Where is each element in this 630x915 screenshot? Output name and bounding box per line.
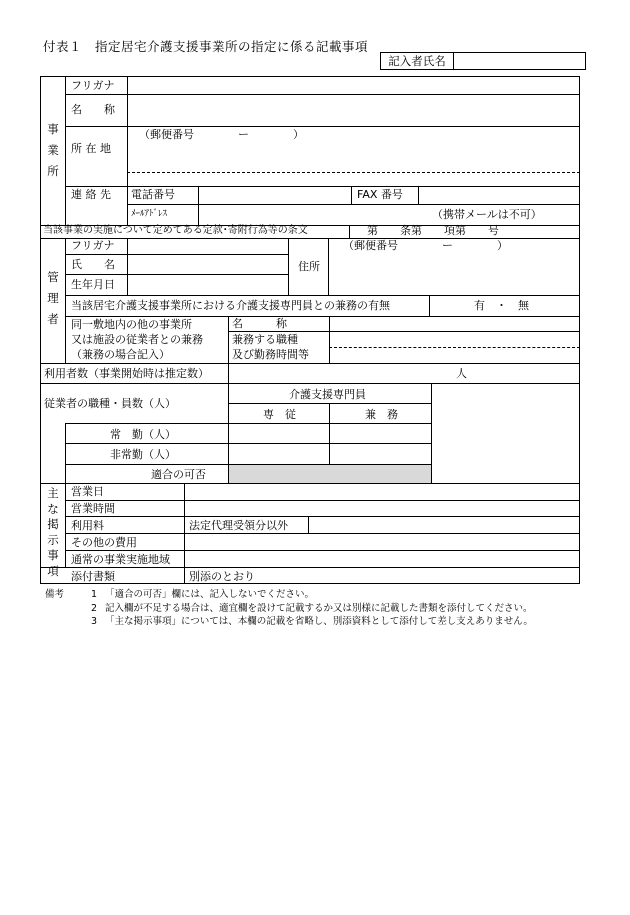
posting-fee-sub-label: 法定代理受領分以外 — [189, 519, 288, 532]
manager-other-job-line1: 兼務する職種 — [232, 333, 298, 346]
office-name-label: 名 称 — [71, 103, 115, 116]
posting-other-cost-label: その他の費用 — [71, 536, 137, 549]
manager-address-label: 住所 — [298, 260, 320, 273]
users-label: 利用者数（事業開始時は推定数） — [44, 367, 209, 380]
manager-other-line2: 又は施設の従業者との兼務 — [71, 333, 203, 346]
staff-regular-label: 常 勤（人） — [110, 428, 176, 441]
users-unit: 人 — [456, 367, 467, 380]
posting-fee-label: 利用料 — [71, 519, 104, 532]
notes-label: 備考 — [45, 589, 65, 600]
manager-furigana-label: フリガナ — [71, 239, 115, 252]
recorder-label: 記入者氏名 — [381, 53, 454, 69]
manager-other-line1: 同一敷地内の他の事業所 — [71, 318, 192, 331]
manager-birth-label: 生年月日 — [71, 278, 115, 291]
manager-name-label: 氏 名 — [71, 258, 115, 271]
document-title: 付表１ 指定居宅介護支援事業所の指定に係る記載事項 — [43, 39, 369, 54]
manager-other-name-field[interactable] — [330, 317, 579, 330]
office-fax-field[interactable] — [419, 187, 579, 203]
office-email-field[interactable] — [199, 205, 419, 224]
office-postal-code[interactable]: （郵便番号 ー ） — [139, 128, 304, 141]
recorder-box — [380, 52, 586, 70]
staff-part-concurrent-field[interactable] — [330, 444, 430, 463]
application-form-table — [40, 76, 580, 584]
suitability-shaded-cell — [229, 465, 431, 483]
staff-regular-fulltime-field[interactable] — [229, 424, 328, 442]
manager-birth-field[interactable] — [128, 275, 287, 294]
note-item: 2 記入欄が不足する場合は、適宜欄を設けて記載するか又は別様に記載した書類を添付してください。 — [91, 602, 533, 614]
office-email-label: ﾒｰﾙｱﾄﾞﾚｽ — [131, 209, 168, 219]
staff-fulltime-header: 専 従 — [263, 408, 296, 421]
staff-part-label: 非常勤（人） — [110, 448, 176, 461]
office-furigana-field[interactable] — [127, 79, 580, 93]
office-section-label: 事業所 — [47, 122, 59, 178]
staff-part-fulltime-field[interactable] — [229, 444, 328, 463]
staff-suitability-label: 適合の可否 — [151, 468, 206, 481]
manager-other-job-line2: 及び勤務時間等 — [232, 348, 309, 361]
office-email-note: （携帯メールは不可） — [432, 208, 542, 221]
attachments-label: 添付書類 — [71, 570, 115, 583]
users-count-field[interactable] — [229, 364, 454, 382]
staff-cm-header: 介護支援専門員 — [289, 388, 366, 401]
office-fax-label: FAX 番号 — [357, 188, 403, 201]
office-contact-label: 連 絡 先 — [71, 188, 111, 201]
posting-business-hours-field[interactable] — [185, 501, 579, 515]
staff-label: 従業者の職種・員数（人） — [44, 397, 176, 410]
manager-concurrent-question: 当該居宅介護支援事業所における介護支援専門員との兼務の有無 — [71, 299, 390, 312]
note-item: 3 「主な掲示事項」については、本欄の記載を省略し、別添資料として添付して差し支えありません。 — [91, 616, 533, 627]
recorder-name-field[interactable] — [454, 53, 585, 69]
manager-name-field[interactable] — [128, 255, 287, 273]
manager-other-job-field[interactable] — [330, 332, 579, 362]
manager-other-name-label: 名 称 — [232, 317, 287, 330]
posting-other-cost-field[interactable] — [185, 534, 579, 549]
office-furigana-label: フリガナ — [71, 79, 115, 92]
attachments-value: 別添のとおり — [189, 570, 255, 583]
manager-furigana-field[interactable] — [128, 239, 287, 253]
staff-concurrent-header: 兼 務 — [365, 408, 398, 421]
posting-business-days-label: 営業日 — [71, 485, 104, 498]
office-phone-label: 電話番号 — [131, 188, 175, 201]
note-item: 備考 1 「適合の可否」欄には、記入しないでください。 — [45, 589, 315, 600]
notes-section — [45, 588, 533, 629]
staff-regular-concurrent-field[interactable] — [330, 424, 430, 442]
manager-section-label: 管理者 — [47, 270, 59, 326]
posting-area-label: 通常の事業実施地域 — [71, 553, 170, 566]
manager-concurrent-answer[interactable]: 有 ・ 無 — [474, 299, 529, 312]
articles-value[interactable]: 第 条第 項第 号 — [367, 224, 499, 237]
manager-postal-code[interactable]: （郵便番号 ー ） — [343, 239, 508, 252]
articles-label: 当該事業の実施について定めてある定款･寄附行為等の条文 — [43, 225, 308, 236]
posting-business-hours-label: 営業時間 — [71, 502, 115, 515]
office-address-label: 所 在 地 — [71, 142, 111, 155]
posting-section-label: 主な掲示事項 — [47, 486, 59, 578]
office-phone-field[interactable] — [199, 187, 350, 203]
posting-fee-field[interactable] — [309, 517, 579, 532]
posting-business-days-field[interactable] — [185, 484, 579, 499]
posting-area-field[interactable] — [185, 551, 579, 566]
office-name-field[interactable] — [127, 95, 580, 125]
manager-other-line3: （兼務の場合記入） — [71, 348, 170, 361]
